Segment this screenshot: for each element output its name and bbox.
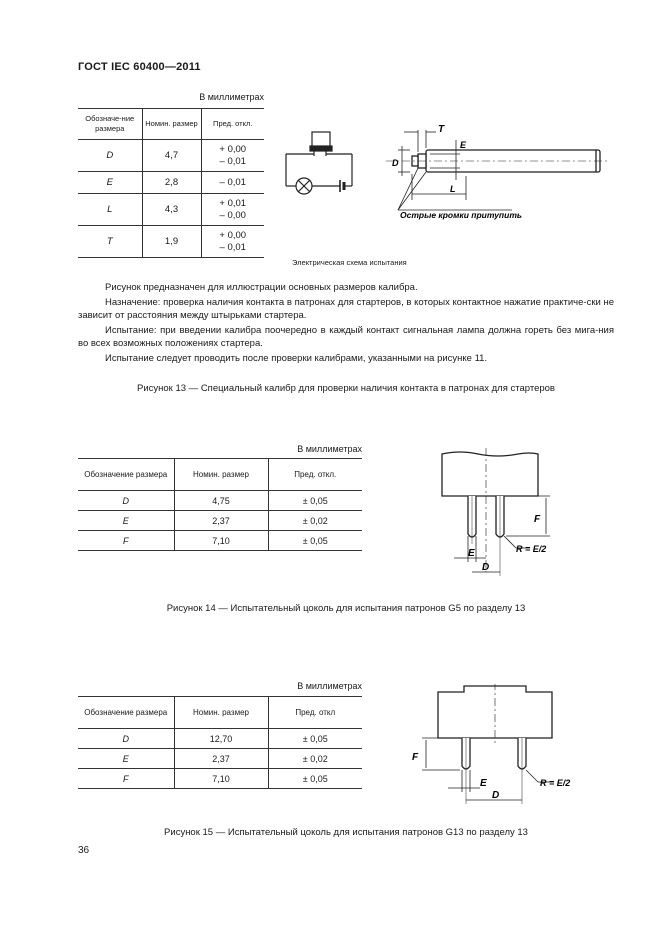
table-row [78,729,362,749]
table-1-header-dev: Пред. откл. [201,109,264,140]
dim-label-T: T [438,124,445,135]
table-cell: 2,37 [174,749,268,769]
table-cell: T [78,226,142,258]
table-2-header-nom: Номин. размер [174,459,268,491]
table-cell: 4,3 [142,194,201,226]
paragraph-4: Испытание следует проводить после проверки калибрами, указанными на рисунке 11. [105,353,488,364]
paragraph-3: Испытание: при введении калибра поочередно в каждый контакт сигнальная лампа должна гореть без мига-ния во всех возможных положениях стартера. [78,325,614,349]
dim-label-D: D [392,158,399,168]
g13-dim-label-D: D [492,790,500,801]
table-cell: E [78,172,142,194]
table-cell: 4,75 [174,491,268,511]
table-cell: 7,10 [174,531,268,551]
figure-15-drawing [408,684,578,808]
g5-dim-label-E: E [468,548,475,559]
g13-dim-label-R: R = E/2 [540,778,571,788]
table-cell: E [78,749,174,769]
table-cell: D [78,729,174,749]
table-cell: ± 0,05 [268,769,362,789]
table-cell: ± 0,05 [268,531,362,551]
units-label-3: В миллиметрах [297,681,362,691]
table-cell: 2,37 [174,511,268,531]
table-cell: 2,8 [142,172,201,194]
table-cell: 7,10 [174,769,268,789]
figure-13-drawing [280,118,620,228]
figure-13-caption: Рисунок 13 — Специальный калибр для проверки наличия контакта в патронах для стартеров [137,383,555,394]
dim-label-E: E [460,140,467,150]
units-label-2: В миллиметрах [297,444,362,454]
g13-dim-label-F: F [412,752,419,763]
table-cell: F [78,531,174,551]
g5-dim-label-F: F [534,514,541,525]
table-cell: 4,7 [142,140,201,172]
table-cell: 1,9 [142,226,201,258]
table-2-header-dev: Пред. откл. [268,459,362,491]
gauge-pin-drawing [386,130,610,210]
table-cell: ± 0,02 [268,749,362,769]
table-cell: D [78,491,174,511]
table-cell: 12,70 [174,729,268,749]
table-cell: L [78,194,142,226]
table-cell: + 0,00 – 0,01 [201,226,264,258]
table-cell: – 0,01 [201,172,264,194]
table-3-header-sym: Обозначение размера [78,697,174,729]
test-circuit-schematic [286,132,352,194]
table-cell: ± 0,02 [268,511,362,531]
table-row [78,749,362,769]
table-cell: D [78,140,142,172]
table-row [78,531,362,551]
table-2 [78,458,362,551]
table-cell: F [78,769,174,789]
sharp-edges-note: Острые кромки притупить [400,210,522,220]
table-row [78,769,362,789]
table-cell: + 0,00 – 0,01 [201,140,264,172]
g5-dim-label-D: D [482,562,490,573]
table-row [78,226,264,258]
table-cell: ± 0,05 [268,729,362,749]
table-3-header-nom: Номин. размер [174,697,268,729]
table-cell: ± 0,05 [268,491,362,511]
paragraph-2: Назначение: проверка наличия контакта в патронах для стартеров, в которых контактное нажатие практиче-ски не зависит от расстояния между штырьками стартера. [78,297,614,321]
table-row [78,511,362,531]
figure-15-caption: Рисунок 15 — Испытательный цоколь для испытания патронов G13 по разделу 13 [164,827,528,838]
g5-base-body [442,452,538,496]
table-1-header-sym: Обозначе-ние размера [78,109,142,140]
figure-14-drawing [420,448,590,580]
g13-dim-label-E: E [480,778,487,789]
table-2-header-sym: Обозначение размера [78,459,174,491]
table-row [78,194,264,226]
table-cell: E [78,511,174,531]
table-row [78,172,264,194]
g5-dim-label-R: R = E/2 [516,544,547,554]
schematic-caption: Электрическая схема испытания [292,258,407,267]
dim-label-L: L [450,184,456,194]
paragraph-1: Рисунок предназначен для иллюстрации основных размеров калибра. [105,282,418,293]
page-header-title: ГОСТ IEC 60400—2011 [78,61,201,73]
figure-14-caption: Рисунок 14 — Испытательный цоколь для испытания патронов G5 по разделу 13 [166,603,526,614]
table-1-header-nom: Номин. размер [142,109,201,140]
table-row [78,140,264,172]
table-row [78,491,362,511]
page-number: 36 [78,845,90,856]
table-3 [78,696,362,789]
table-cell: + 0,01 – 0,00 [201,194,264,226]
table-3-header-dev: Пред. откл [268,697,362,729]
units-label-1: В миллиметрах [199,92,264,102]
table-1 [78,108,264,258]
